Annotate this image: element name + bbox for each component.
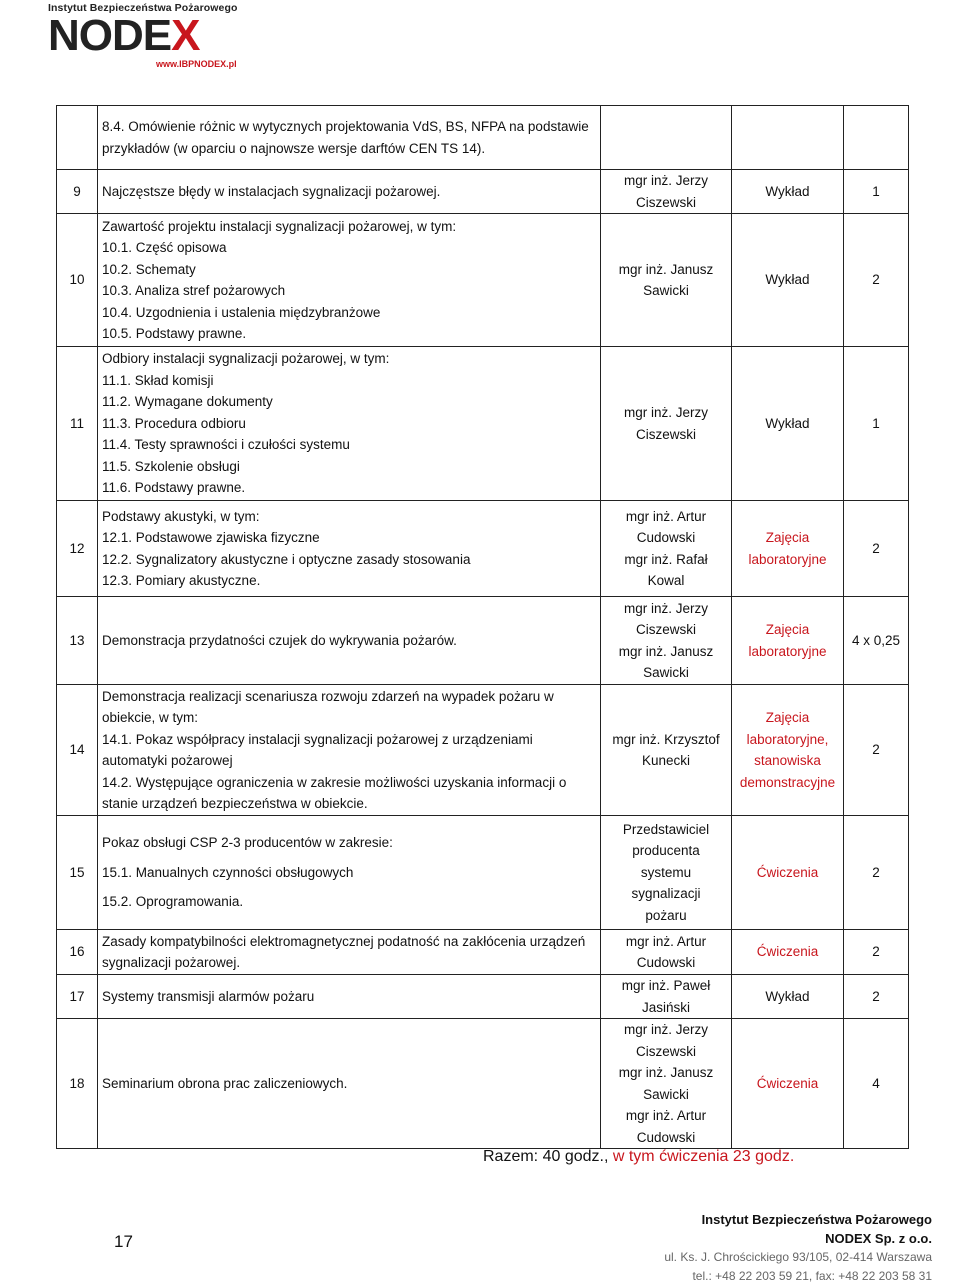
lecturer-line: producenta bbox=[632, 843, 700, 859]
hours-cell: 2 bbox=[844, 816, 909, 930]
lecturer-line: mgr inż. Jerzy bbox=[623, 600, 708, 616]
class-form-line: Wykład bbox=[765, 415, 810, 431]
topic-line: Najczęstsze błędy w instalacjach sygnalizacji pożarowej. bbox=[102, 183, 441, 199]
row-number: 14 bbox=[57, 685, 98, 816]
lecturer-line: Ciszewski bbox=[635, 622, 696, 637]
lecturer-cell bbox=[601, 975, 732, 1019]
class-form-line: Zajęcia bbox=[765, 530, 810, 545]
lecturer-line: mgr inż. Janusz bbox=[618, 1065, 714, 1080]
hours-cell bbox=[844, 106, 909, 170]
topic-line: 15.2. Oprogramowania. bbox=[102, 894, 244, 910]
class-form-cell bbox=[732, 1019, 844, 1149]
table-row bbox=[57, 597, 909, 685]
class-form-line: laboratoryjne bbox=[748, 551, 827, 567]
class-form-line: Zajęcia bbox=[765, 710, 810, 725]
lecturer-line: mgr inż. Janusz bbox=[618, 643, 714, 659]
lecturer-cell bbox=[601, 685, 732, 816]
hours-summary: Razem: 40 godz., w tym ćwiczenia 23 godz. bbox=[483, 1148, 795, 1165]
class-form-cell bbox=[732, 170, 844, 214]
row-number: 11 bbox=[57, 347, 98, 501]
class-form-line: Zajęcia bbox=[765, 622, 810, 637]
topic-cell bbox=[98, 214, 601, 347]
footer-company: NODEX Sp. z o.o. bbox=[825, 1231, 932, 1246]
lecturer-line: mgr inż. Krzysztof bbox=[612, 731, 720, 747]
lecturer-line: mgr inż. Artur bbox=[625, 508, 707, 524]
course-schedule-table bbox=[56, 105, 909, 1149]
lecturer-line: pożaru bbox=[645, 907, 687, 923]
class-form-cell bbox=[732, 930, 844, 975]
topic-line: 11.6. Podstawy prawne. bbox=[102, 480, 246, 496]
topic-line: Demonstracja realizacji scenariusza rozwoju zdarzeń na wypadek pożaru w obiekcie, w tym: bbox=[102, 688, 554, 725]
topic-cell bbox=[98, 170, 601, 214]
lecturer-cell bbox=[601, 597, 732, 685]
class-form-cell bbox=[732, 816, 844, 930]
table-row bbox=[57, 214, 909, 347]
topic-line: Pokaz obsługi CSP 2-3 producentów w zakresie: bbox=[102, 835, 393, 851]
topic-cell bbox=[98, 930, 601, 975]
lecturer-line: mgr inż. Rafał bbox=[624, 551, 708, 567]
topic-line: Demonstracja przydatności czujek do wykrywania pożarów. bbox=[102, 632, 457, 648]
hours-cell: 2 bbox=[844, 214, 909, 347]
row-number: 9 bbox=[57, 170, 98, 214]
lecturer-cell bbox=[601, 106, 732, 170]
hours-cell: 2 bbox=[844, 930, 909, 975]
topic-cell bbox=[98, 501, 601, 597]
class-form-cell bbox=[732, 106, 844, 170]
hours-cell: 1 bbox=[844, 170, 909, 214]
topic-cell bbox=[98, 975, 601, 1019]
row-number: 13 bbox=[57, 597, 98, 685]
topic-line: 10.5. Podstawy prawne. bbox=[102, 326, 247, 341]
lecturer-line: Cudowski bbox=[636, 530, 696, 545]
class-form-line: demonstracyjne bbox=[739, 774, 836, 790]
lecturer-line: Ciszewski bbox=[635, 1043, 696, 1059]
lecturer-line: Ciszewski bbox=[635, 426, 696, 442]
topic-line: 10.2. Schematy bbox=[102, 261, 196, 277]
page-number: 17 bbox=[114, 1232, 133, 1251]
row-number: 12 bbox=[57, 501, 98, 597]
table-row bbox=[57, 930, 909, 975]
topic-cell bbox=[98, 685, 601, 816]
class-form-cell bbox=[732, 685, 844, 816]
table-row bbox=[57, 106, 909, 170]
topic-line: Seminarium obrona prac zaliczeniowych. bbox=[102, 1075, 348, 1091]
topic-line: 11.3. Procedura odbioru bbox=[102, 415, 246, 431]
lecturer-line: sygnalizacji bbox=[631, 886, 701, 902]
topic-line: 12.2. Sygnalizatory akustyczne i optyczne zasady stosowania bbox=[102, 551, 471, 567]
row-number: 18 bbox=[57, 1019, 98, 1149]
lecturer-cell bbox=[601, 214, 732, 347]
topic-line: Odbiory instalacji sygnalizacji pożarowej, w tym: bbox=[102, 351, 390, 367]
table-row bbox=[57, 816, 909, 930]
hours-cell: 4 x 0,25 bbox=[844, 597, 909, 685]
class-form-line: Ćwiczenia bbox=[756, 864, 819, 880]
topic-line: 11.1. Skład komisji bbox=[102, 372, 214, 388]
footer-contact: tel.: +48 22 203 59 21, fax: +48 22 203 58 31 bbox=[692, 1269, 932, 1283]
lecturer-line: Sawicki bbox=[643, 1086, 689, 1102]
lecturer-line: mgr inż. Artur bbox=[625, 933, 707, 949]
footer-address: ul. Ks. J. Chrościckiego 93/105, 02-414 Warszawa bbox=[664, 1250, 932, 1264]
lecturer-line: Kunecki bbox=[641, 753, 691, 768]
topic-line: 10.4. Uzgodnienia i ustalenia międzybranżowe bbox=[102, 304, 381, 320]
lecturer-line: Przedstawiciel bbox=[622, 821, 710, 837]
row-number: 16 bbox=[57, 930, 98, 975]
logo-url: www.IBPNODEX.pl bbox=[156, 59, 237, 69]
topic-cell bbox=[98, 816, 601, 930]
class-form-line: Wykład bbox=[765, 183, 810, 199]
lecturer-line: mgr inż. Paweł bbox=[621, 978, 711, 993]
row-number: 10 bbox=[57, 214, 98, 347]
topic-line: 11.4. Testy sprawności i czułości systemu bbox=[102, 437, 350, 453]
class-form-line: Ćwiczenia bbox=[756, 944, 819, 960]
table-row bbox=[57, 975, 909, 1019]
topic-line: Systemy transmisji alarmów pożaru bbox=[102, 988, 315, 1004]
topic-cell bbox=[98, 106, 601, 170]
topic-cell bbox=[98, 597, 601, 685]
topic-line: 10.3. Analiza stref pożarowych bbox=[102, 283, 286, 298]
hours-cell: 1 bbox=[844, 347, 909, 501]
lecturer-cell bbox=[601, 930, 732, 975]
table-row bbox=[57, 685, 909, 816]
footer-org-name: Instytut Bezpieczeństwa Pożarowego bbox=[701, 1212, 932, 1227]
topic-line: 12.3. Pomiary akustyczne. bbox=[102, 573, 261, 588]
hours-cell: 2 bbox=[844, 501, 909, 597]
lecturer-line: mgr inż. Janusz bbox=[618, 261, 714, 277]
topic-line: 11.2. Wymagane dokumenty bbox=[102, 394, 273, 410]
row-number bbox=[57, 106, 98, 170]
topic-line: 12.1. Podstawowe zjawiska fizyczne bbox=[102, 530, 320, 545]
lecturer-line: Ciszewski bbox=[635, 194, 696, 210]
hours-cell: 2 bbox=[844, 975, 909, 1019]
row-number: 15 bbox=[57, 816, 98, 930]
table-row bbox=[57, 501, 909, 597]
class-form-line: Wykład bbox=[765, 272, 810, 288]
topic-line: Zawartość projektu instalacji sygnalizacji pożarowej, w tym: bbox=[102, 218, 457, 234]
hours-cell: 2 bbox=[844, 685, 909, 816]
lecturer-line: Sawicki bbox=[643, 665, 689, 680]
topic-cell bbox=[98, 1019, 601, 1149]
lecturer-line: Sawicki bbox=[643, 283, 689, 298]
lecturer-cell bbox=[601, 170, 732, 214]
table-row bbox=[57, 1019, 909, 1149]
class-form-cell bbox=[732, 214, 844, 347]
class-form-cell bbox=[732, 975, 844, 1019]
table-row bbox=[57, 170, 909, 214]
lecturer-cell bbox=[601, 501, 732, 597]
lecturer-line: mgr inż. Jerzy bbox=[623, 173, 708, 188]
lecturer-line: mgr inż. Jerzy bbox=[623, 405, 708, 420]
topic-line: 14.2. Występujące ograniczenia w zakresie możliwości uzyskania informacji o stanie urządzeń bezpieczeństwa w obiekcie. bbox=[102, 774, 567, 811]
table-row bbox=[57, 347, 909, 501]
lecturer-line: Cudowski bbox=[636, 955, 696, 970]
class-form-cell bbox=[732, 501, 844, 597]
topic-line: 8.4. Omówienie różnic w wytycznych projektowania VdS, BS, NFPA na podstawie przykładów (w oparciu o najnowsze wersje darftów CEN TS 14). bbox=[102, 119, 589, 156]
lecturer-line: Kowal bbox=[647, 573, 685, 588]
class-form-line: laboratoryjne bbox=[748, 643, 827, 659]
lecturer-line: Jasiński bbox=[641, 999, 690, 1015]
lecturer-line: mgr inż. Artur bbox=[625, 1108, 707, 1123]
logo-tagline: Instytut Bezpieczeństwa Pożarowego bbox=[48, 2, 238, 14]
row-number: 17 bbox=[57, 975, 98, 1019]
topic-line: 15.1. Manualnych czynności obsługowych bbox=[102, 864, 354, 880]
class-form-line: Wykład bbox=[765, 988, 810, 1004]
lecturer-cell bbox=[601, 816, 732, 930]
footer-organization bbox=[632, 1210, 932, 1286]
topic-line: 11.5. Szkolenie obsługi bbox=[102, 458, 240, 474]
lecturer-line: systemu bbox=[640, 864, 692, 880]
topic-cell bbox=[98, 347, 601, 501]
class-form-line: laboratoryjne, bbox=[746, 731, 829, 747]
class-form-line: stanowiska bbox=[754, 753, 821, 768]
lecturer-line: mgr inż. Jerzy bbox=[623, 1022, 708, 1037]
nodex-logo bbox=[48, 2, 244, 70]
class-form-line: Ćwiczenia bbox=[756, 1075, 819, 1091]
class-form-cell bbox=[732, 597, 844, 685]
lecturer-cell bbox=[601, 1019, 732, 1149]
lecturer-cell bbox=[601, 347, 732, 501]
logo-wordmark: NODEX bbox=[48, 11, 200, 60]
class-form-cell bbox=[732, 347, 844, 501]
lecturer-line: Cudowski bbox=[636, 1129, 696, 1145]
topic-line: Podstawy akustyki, w tym: bbox=[102, 508, 260, 524]
topic-line: 10.1. Część opisowa bbox=[102, 240, 227, 255]
topic-line: 14.1. Pokaz współpracy instalacji sygnalizacji pożarowej z urządzeniami automatyki pożarowej bbox=[102, 731, 533, 768]
hours-cell: 4 bbox=[844, 1019, 909, 1149]
topic-line: Zasady kompatybilności elektromagnetycznej podatność na zakłócenia urządzeń sygnalizacji pożarowej. bbox=[102, 933, 586, 970]
